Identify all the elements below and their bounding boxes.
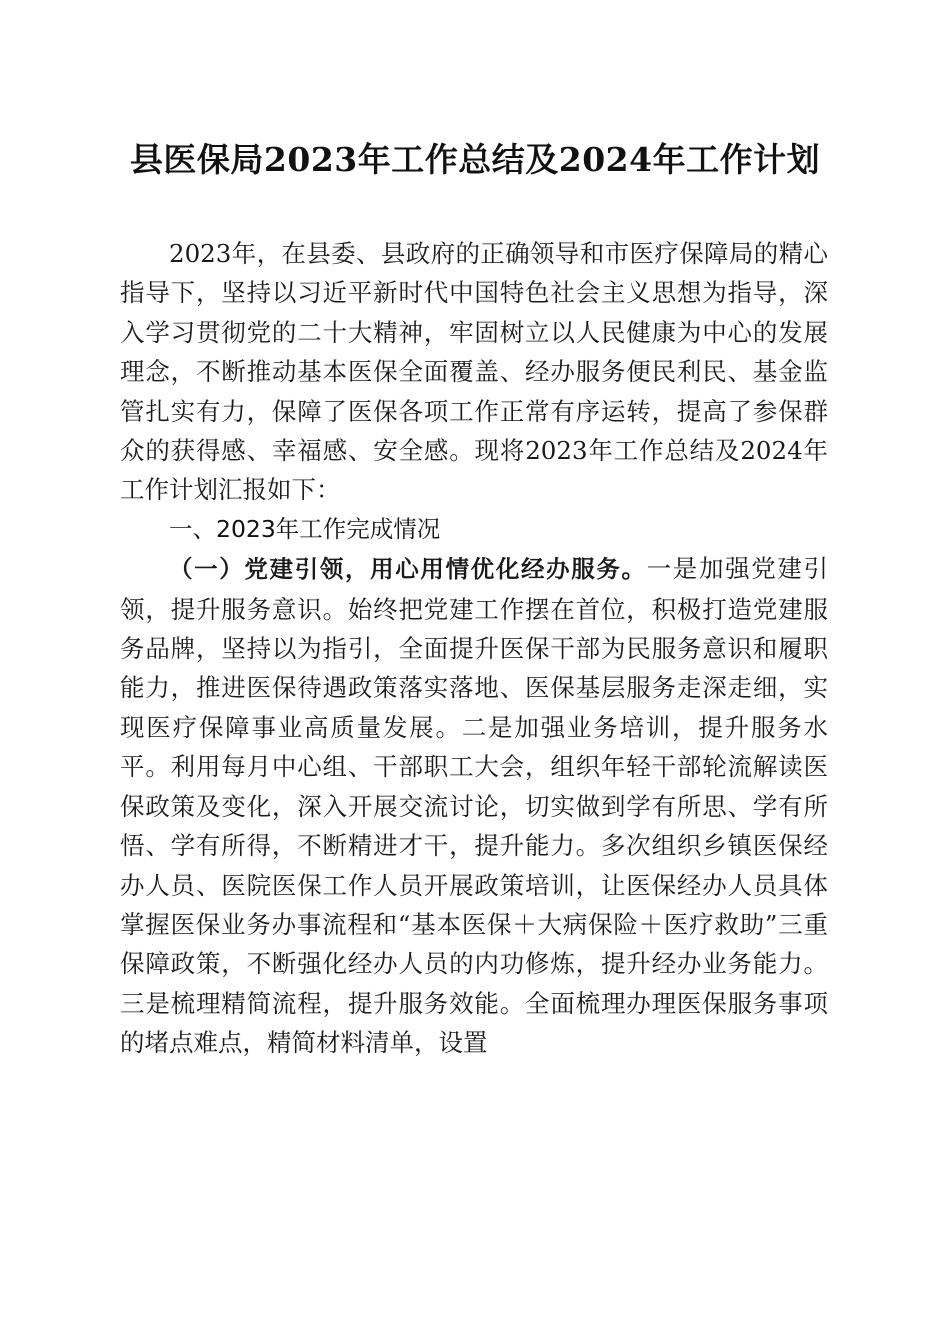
document-body (120, 234, 828, 1063)
section-heading-1: 一、2023年工作完成情况 (169, 514, 441, 543)
intro-paragraph: 2023年，在县委、县政府的正确领导和市医疗保障局的精心指导下，坚持以习近平新时代中国特色社会主义思想为指导，深入学习贯彻党的二十大精神，牢固树立以人民健康为中心的发展理念，不断推动基本医保全面覆盖、经办服务便民利民、基金监管扎实有力，保障了医保各项工作正常有序运转，提高了参保群众的获得感、幸福感、安全感。现将2023年工作总结及2024年工作计划汇报如下： (120, 239, 828, 505)
subsection-title-1: （一）党建引领，用心用情优化经办服务。 (169, 555, 647, 584)
document-title: 县医保局2023年工作总结及2024年工作计划 (129, 140, 821, 179)
subsection-body-1: 一是加强党建引领，提升服务意识。始终把党建工作摆在首位，积极打造党建服务品牌，坚持以为指引，全面提升医保干部为民服务意识和履职能力，推进医保待遇政策落实落地、医保基层服务走深走细，实现医疗保障事业高质量发展。二是加强业务培训，提升服务水平。利用每月中心组、干部职工大会，组织年轻干部轮流解读医保政策及变化，深入开展交流讨论，切实做到学有所思、学有所悟、学有所得，不断精进才干，提升能力。多次组织乡镇医保经办人员、医院医保工作人员开展政策培训，让医保经办人员具体掌握医保业务办事流程和“基本医保＋大病保险＋医疗救助”三重保障政策，不断强化经办人员的内功修炼，提升经办业务能力。三是梳理精简流程，提升服务效能。全面梳理办理医保服务事项的堵点难点，精简材料清单，设置 (120, 554, 829, 1058)
subsection-paragraph-1 (120, 549, 828, 1062)
